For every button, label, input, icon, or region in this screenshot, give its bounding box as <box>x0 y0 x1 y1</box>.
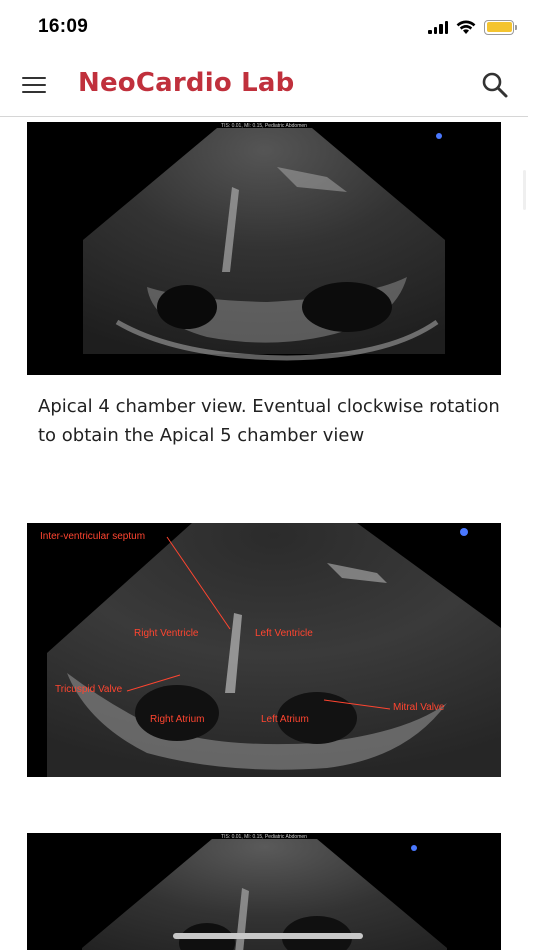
label-left-atrium: Left Atrium <box>261 714 309 725</box>
cellular-signal-icon <box>428 21 448 34</box>
image-caption: Apical 4 chamber view. Eventual clockwise rotation to obtain the Apical 5 chamber view <box>38 396 500 446</box>
content-feed[interactable] <box>0 117 534 950</box>
label-right-ventricle: Right Ventricle <box>134 628 199 639</box>
app-title: NeoCardio Lab <box>78 68 295 98</box>
status-icons <box>428 18 514 36</box>
battery-icon <box>484 20 514 35</box>
status-bar <box>0 0 534 54</box>
home-indicator[interactable] <box>173 933 363 939</box>
label-left-ventricle: Left Ventricle <box>255 628 313 639</box>
label-tricuspid-valve: Tricuspid Valve <box>55 684 123 695</box>
label-right-atrium: Right Atrium <box>150 714 205 725</box>
status-time: 16:09 <box>38 16 89 37</box>
echo-image-apical-4-chamber <box>27 122 501 375</box>
scrollbar[interactable] <box>523 170 526 210</box>
wifi-icon <box>456 20 476 35</box>
echo-header-text: TIS: 0.01, MI: 0.15, Pediatric Abdomen <box>221 834 307 840</box>
echo-image-annotated <box>27 523 501 777</box>
search-icon[interactable] <box>480 70 510 100</box>
app-header <box>0 56 534 114</box>
label-inter-ventricular-septum: Inter-ventricular septum <box>40 531 146 542</box>
echo-header-text: TIS: 0.01, MI: 0.15, Pediatric Abdomen <box>221 123 307 129</box>
hamburger-menu-icon[interactable] <box>20 74 48 96</box>
label-mitral-valve: Mitral Valve <box>393 702 445 713</box>
